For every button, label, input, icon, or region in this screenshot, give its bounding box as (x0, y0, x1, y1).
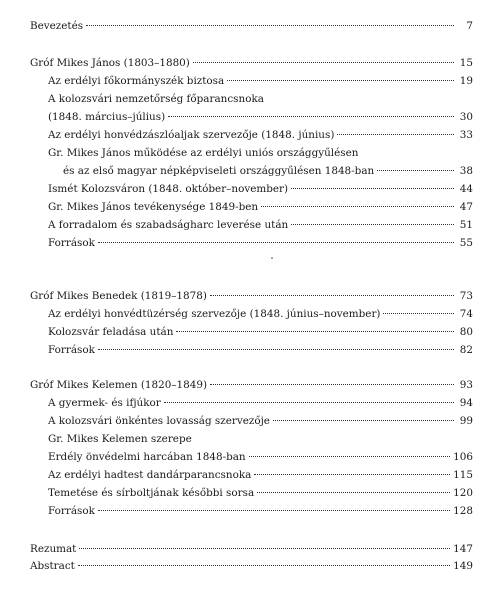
dot-leader (98, 349, 454, 350)
print-speck (271, 257, 273, 259)
dot-leader (227, 80, 454, 81)
toc-entry-title: és az első magyar népképviseleti országgyűlésen 1848-ban (63, 165, 375, 177)
toc-subentry[interactable] (48, 235, 473, 251)
toc-entry-title: A forradalom és szabadságharc leverése után (48, 219, 289, 231)
toc-entry-page: 47 (459, 201, 473, 213)
dot-leader (249, 456, 451, 457)
toc-entry-title: (1848. március–július) (48, 111, 166, 123)
dot-leader (79, 548, 450, 549)
toc-entry-title: Az erdélyi honvédzászlóaljak szervezője (1848. június) (48, 129, 335, 141)
dot-leader (254, 474, 450, 475)
toc-entry-title: Gr. Mikes János tevékenysége 1849-ben (48, 201, 259, 213)
toc-subentry-line[interactable]: Gr. Mikes Kelemen szerepe (48, 433, 192, 445)
dot-leader (257, 492, 450, 493)
toc-entry-title: Az erdélyi honvédtüzérség szervezője (1848. június–november) (48, 308, 381, 320)
toc-entry-page: 94 (459, 397, 473, 409)
toc-entry-page: 19 (459, 75, 473, 87)
toc-entry-title: Gróf Mikes János (1803–1880) (30, 57, 190, 69)
toc-entry-title: Abstract (30, 560, 75, 572)
dot-leader (273, 420, 454, 421)
toc-entry-page: 147 (453, 543, 473, 555)
toc-subentry[interactable] (48, 485, 473, 501)
toc-subentry[interactable] (48, 217, 473, 233)
toc-subentry[interactable] (48, 109, 473, 125)
toc-subentry[interactable] (48, 73, 473, 89)
toc-entry-page: 93 (459, 379, 473, 391)
toc-subentry[interactable] (48, 324, 473, 340)
toc-subentry-line[interactable]: Gr. Mikes János működése az erdélyi uniós országgyűlésen (48, 147, 359, 159)
toc-entry-title: Kolozsvár feladása után (48, 326, 174, 338)
dot-leader (86, 25, 454, 26)
toc-subentry-line[interactable]: A kolozsvári nemzetőrség főparancsnoka (48, 93, 264, 105)
toc-entry-page: 106 (453, 451, 473, 463)
toc-entry-janos[interactable] (30, 55, 473, 71)
toc-entry-page: 7 (466, 20, 473, 32)
toc-entry-page: 115 (453, 469, 473, 481)
toc-subentry[interactable] (48, 467, 473, 483)
toc-entry-page: 128 (453, 505, 473, 517)
toc-entry-page: 82 (459, 344, 473, 356)
toc-entry-page: 51 (459, 219, 473, 231)
toc-entry-page: 149 (453, 560, 473, 572)
dot-leader (337, 134, 454, 135)
dot-leader (98, 242, 454, 243)
dot-leader (377, 170, 454, 171)
toc-entry-page: 120 (453, 487, 473, 499)
dot-leader (164, 402, 454, 403)
dot-leader (168, 116, 454, 117)
toc-entry-page: 73 (459, 290, 473, 302)
toc-entry-title: Bevezetés (30, 20, 84, 32)
toc-entry-title: Rezumat (30, 543, 77, 555)
toc-entry-rezumat[interactable] (30, 541, 473, 557)
toc-entry-title: Források (48, 505, 95, 517)
dot-leader (98, 510, 450, 511)
toc-entry-page: 38 (459, 165, 473, 177)
toc-subentry[interactable] (48, 503, 473, 519)
toc-subentry[interactable] (48, 449, 473, 465)
toc-entry-title: Források (48, 237, 95, 249)
toc-entry-title: Gróf Mikes Benedek (1819–1878) (30, 290, 207, 302)
toc-entry-title: Az erdélyi főkormányszék biztosa (48, 75, 225, 87)
toc-entry-title: Az erdélyi hadtest dandárparancsnoka (48, 469, 252, 481)
toc-entry-kelemen[interactable] (30, 377, 473, 393)
toc-subentry[interactable] (48, 395, 473, 411)
toc-entry-title: Ismét Kolozsváron (1848. október–november) (48, 183, 289, 195)
toc-entry-page: 30 (459, 111, 473, 123)
toc-entry-page: 99 (459, 415, 473, 427)
toc-entry-page: 33 (459, 129, 473, 141)
dot-leader (176, 331, 454, 332)
toc-entry-title: A gyermek- és ifjúkor (48, 397, 161, 409)
toc-entry-page: 74 (459, 308, 473, 320)
toc-entry-abstract[interactable] (30, 558, 473, 574)
toc-subentry[interactable] (48, 127, 473, 143)
toc-subentry[interactable] (48, 199, 473, 215)
dot-leader (210, 295, 454, 296)
toc-subentry[interactable] (48, 306, 473, 322)
dot-leader (193, 62, 454, 63)
dot-leader (291, 224, 454, 225)
toc-subentry[interactable] (48, 413, 473, 429)
toc-entry-page: 55 (459, 237, 473, 249)
toc-subentry[interactable] (48, 181, 473, 197)
dot-leader (78, 565, 450, 566)
toc-entry-page: 15 (459, 57, 473, 69)
toc-entry-title: Források (48, 344, 95, 356)
toc-entry-page: 80 (459, 326, 473, 338)
toc-subentry[interactable] (48, 342, 473, 358)
toc-entry-page: 44 (459, 183, 473, 195)
toc-entry-intro[interactable] (30, 18, 473, 34)
toc-entry-benedek[interactable] (30, 288, 473, 304)
toc-subentry[interactable] (63, 163, 473, 179)
dot-leader (291, 188, 454, 189)
dot-leader (210, 384, 454, 385)
dot-leader (383, 313, 454, 314)
toc-entry-title: A kolozsvári önkéntes lovasság szervezője (48, 415, 270, 427)
toc-entry-title: Gróf Mikes Kelemen (1820–1849) (30, 379, 208, 391)
toc-entry-title: Temetése és sírboltjának későbbi sorsa (48, 487, 255, 499)
dot-leader (261, 206, 454, 207)
toc-entry-title: Erdély önvédelmi harcában 1848-ban (48, 451, 246, 463)
